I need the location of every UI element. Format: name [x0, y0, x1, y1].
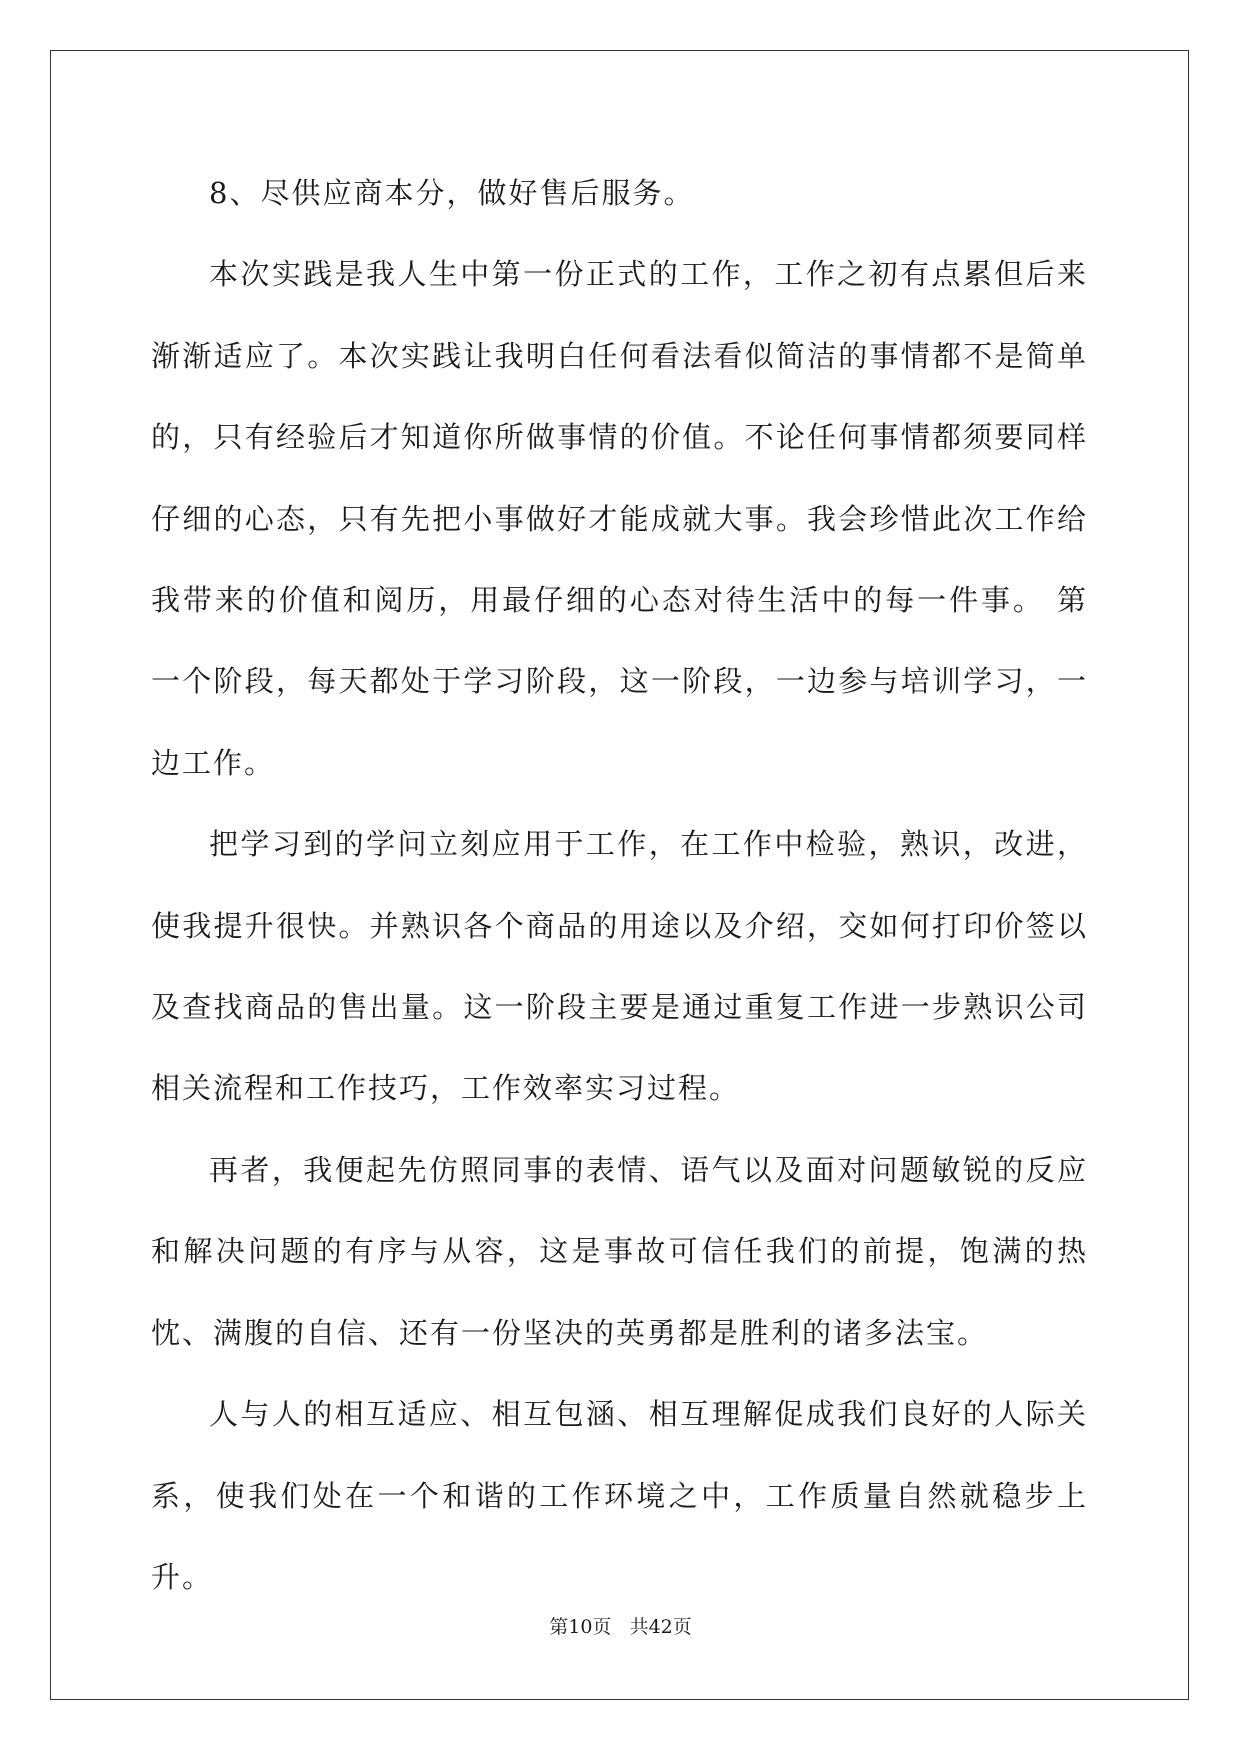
paragraph: 人与人的相互适应、相互包涵、相互理解促成我们良好的人际关系，使我们处在一个和谐的工作环境之中，工作质量自然就稳步上升。 — [151, 1397, 1088, 1594]
document-body — [151, 153, 1088, 1618]
page-total: 共42页 — [629, 1616, 692, 1638]
paragraph: 本次实践是我人生中第一份正式的工作，工作之初有点累但后来渐渐适应了。本次实践让我明白任何看法看似简洁的事情都不是简单的，只有经验后才知道你所做事情的价值。不论任何事情都须要同样仔细的心态，只有先把小事做好才能成就大事。我会珍惜此次工作给我带来的价值和阅历，用最仔细的心态对待生活中的每一件事。 第一个阶段，每天都处于学习阶段，这一阶段，一边参与培训学习，一边工作。 — [151, 257, 1088, 780]
paragraph: 8、尽供应商本分，做好售后服务。 — [209, 176, 695, 210]
paragraph: 再者，我便起先仿照同事的表情、语气以及面对问题敏锐的反应和解决问题的有序与从容，这是事故可信任我们的前提，饱满的热忱、满腹的自信、还有一份坚决的英勇都是胜利的诸多法宝。 — [151, 1152, 1088, 1350]
page-footer — [0, 1614, 1241, 1640]
paragraph: 把学习到的学问立刻应用于工作，在工作中检验，熟识，改进，使我提升很快。并熟识各个商品的用途以及介绍，交如何打印价签以及查找商品的售出量。这一阶段主要是通过重复工作进一步熟识公司相关流程和工作技巧，工作效率实习过程。 — [151, 827, 1088, 1106]
page-number: 第10页 — [549, 1616, 612, 1638]
